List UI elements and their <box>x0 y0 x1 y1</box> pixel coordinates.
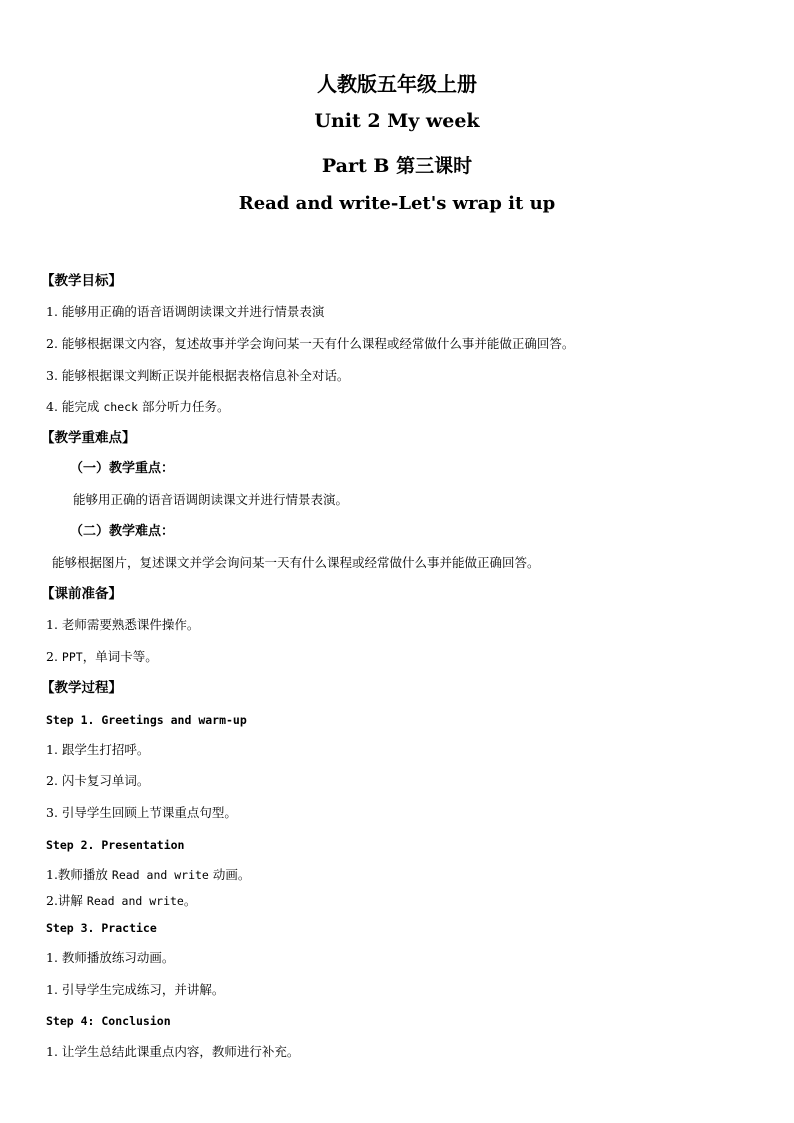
section-heading-process: 【教学过程】 <box>41 680 122 696</box>
objective-item: 3. 能够根据课文判断正误并能根据表格信息补全对话。 <box>46 368 350 383</box>
preparation-item: 2. PPT，单词卡等。 <box>46 649 158 664</box>
step-1-item: 1. 跟学生打招呼。 <box>46 742 150 757</box>
objective-item: 2. 能够根据课文内容，复述故事并学会询问某一天有什么课程或经常做什么事并能做正确回答。 <box>46 336 575 351</box>
focus-text: 能够用正确的语音语调朗读课文并进行情景表演。 <box>73 492 349 507</box>
step-3-item: 1. 引导学生完成练习，并讲解。 <box>46 982 225 997</box>
preparation-item: 1. 老师需要熟悉课件操作。 <box>46 617 200 632</box>
step-2-item: 1.教师播放 Read and write 动画。 <box>46 867 251 882</box>
document-title-part: Part B 第三课时 <box>321 155 473 177</box>
difficulty-text: 能够根据图片，复述课文并学会询问某一天有什么课程或经常做什么事并能做正确回答。 <box>52 555 540 570</box>
subheading-focus: （一）教学重点： <box>70 461 175 476</box>
document-title-lesson: Read and write-Let's wrap it up <box>238 193 556 214</box>
step-1-title: Step 1. Greetings and warm-up <box>46 713 247 727</box>
section-heading-objectives: 【教学目标】 <box>41 273 122 289</box>
step-4-item: 1. 让学生总结此课重点内容，教师进行补充。 <box>46 1044 300 1059</box>
document-title-grade: 人教版五年级上册 <box>317 72 477 96</box>
step-2-title: Step 2. Presentation <box>46 838 185 852</box>
document-title-unit: Unit 2 My week <box>314 110 480 132</box>
step-3-title: Step 3. Practice <box>46 921 157 935</box>
step-3-item: 1. 教师播放练习动画。 <box>46 950 175 965</box>
objective-item: 4. 能完成 check 部分听力任务。 <box>46 399 230 414</box>
step-1-item: 3. 引导学生回顾上节课重点句型。 <box>46 805 237 820</box>
step-2-item: 2.讲解 Read and write。 <box>46 893 197 908</box>
step-1-item: 2. 闪卡复习单词。 <box>46 773 150 788</box>
section-heading-key-points: 【教学重难点】 <box>41 430 136 446</box>
objective-item: 1. 能够用正确的语音语调朗读课文并进行情景表演 <box>46 304 325 319</box>
step-4-title: Step 4: Conclusion <box>46 1014 171 1028</box>
section-heading-preparation: 【课前准备】 <box>41 586 122 602</box>
subheading-difficulty: （二）教学难点： <box>70 524 175 539</box>
